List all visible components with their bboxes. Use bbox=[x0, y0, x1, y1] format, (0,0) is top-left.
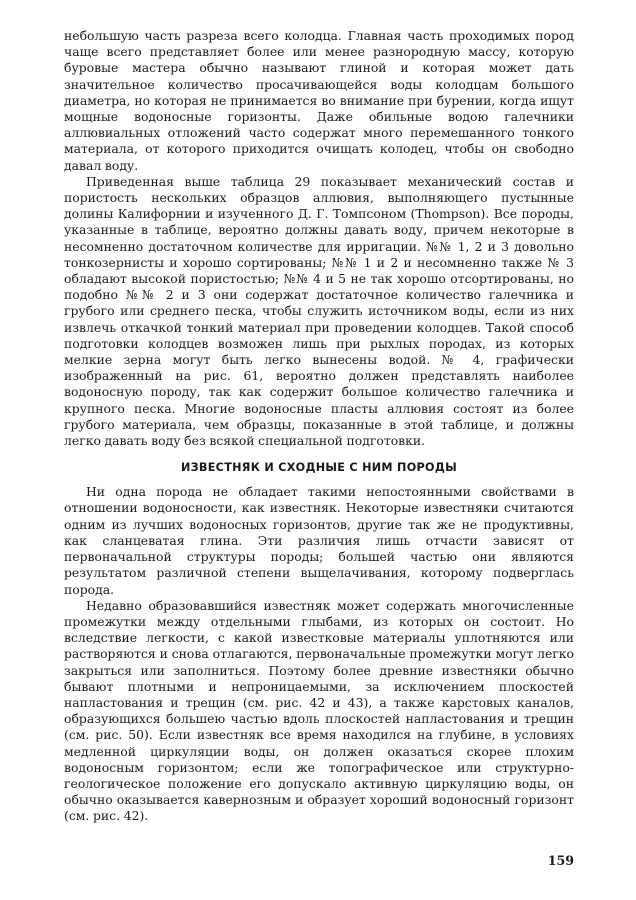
paragraph-continuation: небольшую часть разреза всего колодца. Главная часть проходимых пород чаще всего представляет более или менее разнородную массу, которую буровые мастера обычно называют глиной и которая может дать значительное количество просачивающейся воды колодцам большого диаметра, но которая не принимается во внимание при бурении, когда ищут мощные водоносные горизонты. Даже обильные водою галечники аллювиальных отложений часто содержат много перемешанного тонкого материала, от которого приходится очищать колодец, чтобы он свободно давал воду. bbox=[64, 28, 574, 173]
paragraph-alluvium-table: Приведенная выше таблица 29 показывает механический состав и пористость нескольких образцов аллювия, выполняющего пустынные долины Калифорнии и изученного Д. Г. Томпсоном (Thompson). Все породы, указанные в таблице, вероятно должны давать воду, причем некоторые в несомненно достаточном количестве для ирригации. №№ 1, 2 и 3 довольно тонкозернисты и хорошо сортированы; №№ 1 и 2 и несомненно также № 3 обладают высокой пористостью; №№ 4 и 5 не так хорошо отсортированы, но подобно №№ 2 и 3 они содержат достаточное количество галечника и грубого или среднего песка, чтобы служить источником воды, если из них извлечь откачкой тонкий материал при проведении колодцев. Такой способ подготовки колодцев возможен лишь при рыхлых породах, из которых мелкие зерна могут быть легко вынесены водой. № 4, графически изображенный на рис. 61, вероятно должен представлять наиболее водоносную породу, так как содержит большое количество галечника и крупного песка. Многие водоносные пласты аллювия состоят из более грубого материала, чем образцы, показанные в этой таблице, и должны легко давать воду без всякой специальной подготовки. bbox=[64, 173, 574, 449]
section-heading: ИЗВЕСТНЯК И СХОДНЫЕ С НИМ ПОРОДЫ bbox=[181, 461, 457, 475]
paragraph-limestone-intro: Ни одна порода не обладает такими непостоянными свойствами в отношении водоносности, как известняк. Некоторые известняки считаются одним из лучших водоносных горизонтов, другие так же не продуктивны, как сланцеватая глина. Эти различия лишь отчасти зависят от первоначальной структуры породы; большей частью они являются результатом различной степени выщелачивания, которому подверглась порода. bbox=[64, 484, 574, 597]
page-body bbox=[64, 28, 574, 825]
paragraph-limestone-cavities: Недавно образовавшийся известняк может содержать многочисленные промежутки между отдельными глыбами, из которых он состоит. Но вследствие легкости, с какой известковые материалы уплотняются или растворяются и снова отлагаются, первоначальные промежутки могут легко закрыться или заполниться. Поэтому более древние известняки обычно бывают плотными и непроницаемыми, за исключением плоскостей напластования и трещин (см. рис. 42 и 43), а также карстовых каналов, образующихся большею частью вдоль плоскостей напластования и трещин (см. рис. 50). Если известняк все время находился на глубине, в условиях медленной циркуляции воды, он должен оказаться скорее плохим водоносным горизонтом; если же топографическое или структурно-геологическое положение его допускало активную циркуляцию воды, он обычно оказывается кавернозным и образует хороший водоносный горизонт (см. рис. 42). bbox=[64, 597, 574, 824]
page-number: 159 bbox=[547, 853, 574, 868]
